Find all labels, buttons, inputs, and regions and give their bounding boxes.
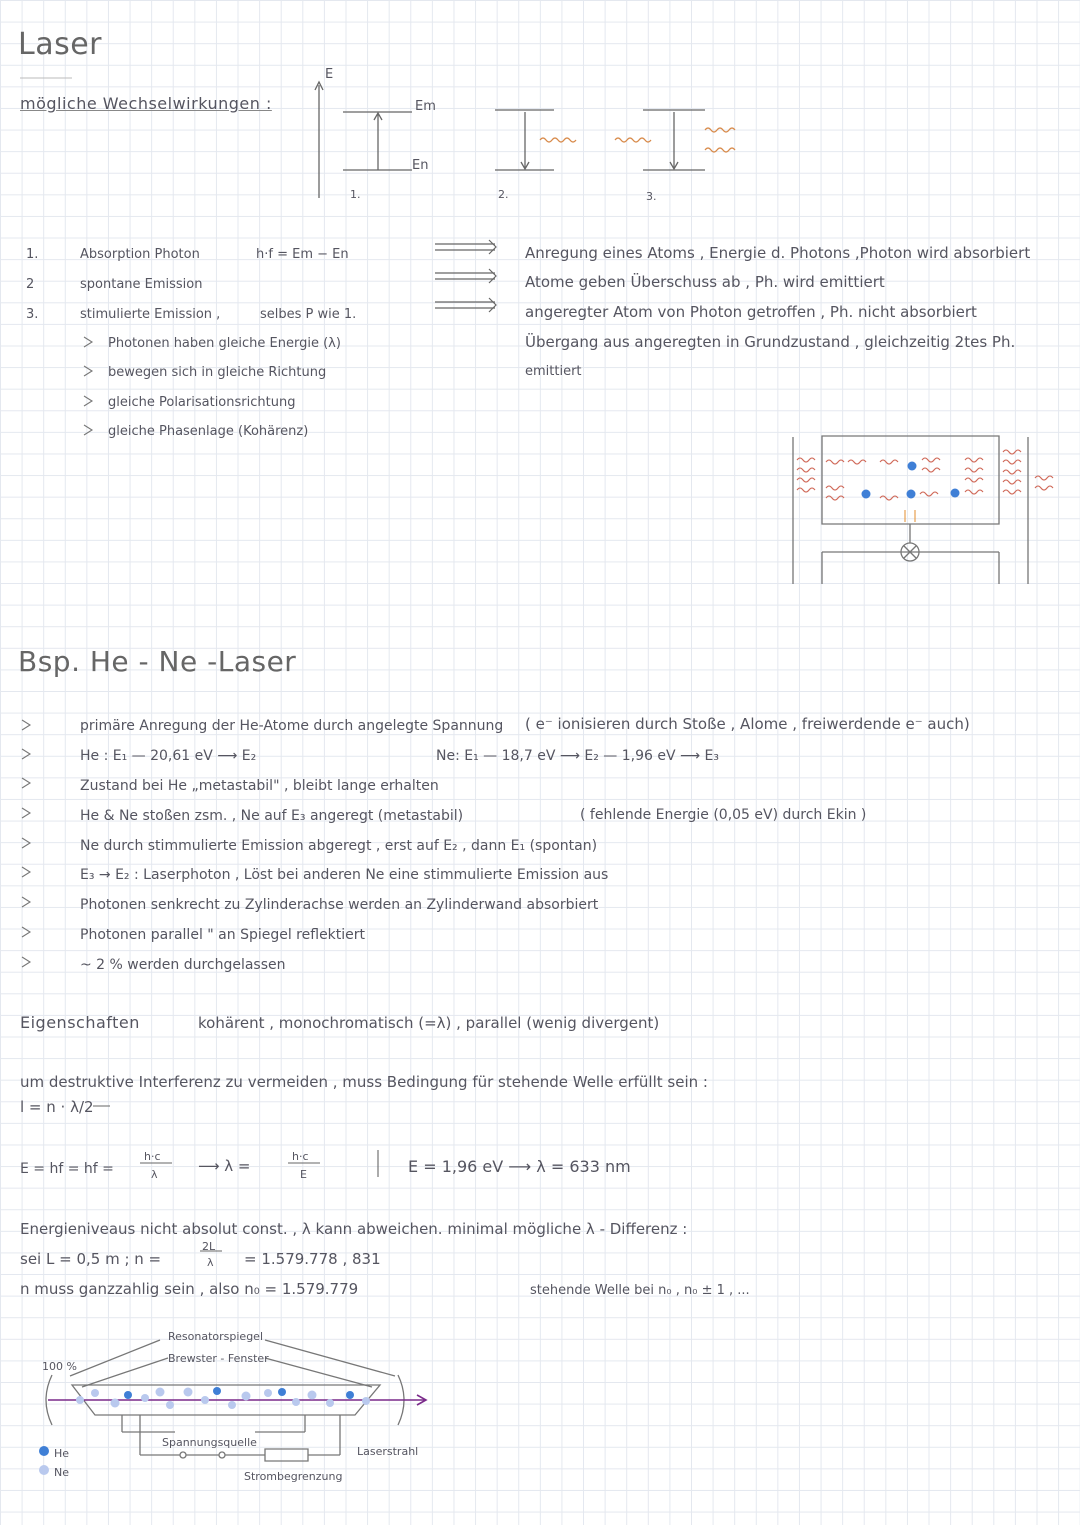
photon-property: bewegen sich in gleiche Richtung <box>108 365 327 380</box>
legend-he-label: He <box>54 1447 70 1460</box>
energy-formula-left: E = hf = hf = <box>20 1161 114 1177</box>
neon-levels-note: Ne: E₁ — 18,7 eV ⟶ E₂ — 1,96 eV ⟶ E₃ <box>436 748 719 764</box>
implies-arrows <box>435 240 496 312</box>
case-label-1: 1. <box>350 188 361 201</box>
calc-line-value: = 1.579.778 , 831 <box>244 1250 381 1268</box>
ionize-note: ( e⁻ ionisieren durch Stoße , Alome , freiwerdende e⁻ auch) <box>525 715 970 733</box>
laser-point: Photonen parallel " an Spiegel reflektiert <box>80 927 366 943</box>
legend-ne-label: Ne <box>54 1466 69 1479</box>
list-item-formula: h·f = Em − En <box>256 247 349 262</box>
voltage-source-label: Spannungsquelle <box>162 1436 257 1449</box>
laser-point: E₃ → E₂ : Laserphoton , Löst bei anderen Ne eine stimmulierte Emission aus <box>80 867 609 883</box>
level-em-label: Em <box>415 99 436 114</box>
right-continuation-line: Übergang aus angeregten in Grundzustand , gleichzeitig 2tes Ph. <box>525 333 1016 351</box>
list-item-number: 3. <box>26 307 39 322</box>
list-item-number: 2 <box>26 277 35 292</box>
laser-point: He & Ne stoßen zsm. , Ne auf E₃ angeregt (metastabil) <box>80 808 464 824</box>
resonator-atoms <box>76 1387 370 1409</box>
wavelength-result: E = 1,96 eV ⟶ λ = 633 nm <box>408 1157 631 1176</box>
interactions-label: mögliche Wechselwirkungen : <box>20 94 272 113</box>
energy-axis-label: E <box>325 67 334 82</box>
fraction-numerator: h·c <box>292 1150 309 1163</box>
photon-wave-icons <box>540 128 735 152</box>
standing-wave-formula: l = n · λ/2 <box>20 1098 94 1116</box>
right-continuation-line: emittiert <box>525 364 582 379</box>
standing-wave-text: um destruktive Interferenz zu vermeiden , muss Bedingung für stehende Welle erfüllt sein : <box>20 1073 708 1091</box>
laser-point: Photonen senkrecht zu Zylinderachse werden an Zylinderwand absorbiert <box>80 897 599 913</box>
laser-point: He : E₁ — 20,61 eV ⟶ E₂ <box>80 748 257 764</box>
list-item-left: spontane Emission <box>80 277 203 292</box>
photon-property: gleiche Phasenlage (Kohärenz) <box>108 424 309 439</box>
current-limiter-label: Strombegrenzung <box>244 1470 343 1483</box>
fraction-numerator: h·c <box>144 1150 161 1163</box>
case-label-2: 2. <box>498 188 509 201</box>
legend-markers <box>39 1446 49 1475</box>
resonator-mirror-label: Resonatorspiegel <box>168 1330 263 1343</box>
example-title: Bsp. He - Ne -Laser <box>18 645 297 678</box>
laser-point: primäre Anregung der He-Atome durch angelegte Spannung <box>80 718 504 734</box>
level-en-label: En <box>412 158 429 173</box>
photon-property: gleiche Polarisationsrichtung <box>108 395 296 410</box>
lambda-equals: ⟶ λ = <box>198 1157 251 1175</box>
page-title: Laser <box>18 27 103 62</box>
photon-property: Photonen haben gleiche Energie (λ) <box>108 336 341 351</box>
missing-energy-note: ( fehlende Energie (0,05 eV) durch Ekin ) <box>580 807 867 823</box>
case-label-3: 3. <box>646 190 657 203</box>
list-item-left: stimulierte Emission , <box>80 307 221 322</box>
energy-level-diagram <box>315 82 705 198</box>
list-item-left: Absorption Photon <box>80 247 200 262</box>
energy-levels-text: Energieniveaus nicht absolut const. , λ kann abweichen. minimal mögliche λ - Differenz : <box>20 1220 688 1238</box>
laser-point: Zustand bei He „metastabil" , bleibt lange erhalten <box>80 778 439 794</box>
tube-atoms <box>862 462 960 499</box>
properties-text: kohärent , monochromatisch (=λ) , parallel (wenig divergent) <box>198 1014 660 1032</box>
brewster-window-label: Brewster - Fenster <box>168 1352 269 1365</box>
laser-beam-label: Laserstrahl <box>357 1445 419 1458</box>
list-item-number: 1. <box>26 247 39 262</box>
electrode-arrows <box>905 510 915 522</box>
properties-label: Eigenschaften <box>20 1013 140 1032</box>
discharge-tube-sketch <box>793 436 1028 584</box>
list-item-right: Anregung eines Atoms , Energie d. Photons ,Photon wird absorbiert <box>525 244 1031 262</box>
reflection-100-label: 100 % <box>42 1360 77 1373</box>
list-item-right: angeregter Atom von Photon getroffen , Ph. nicht absorbiert <box>525 303 977 321</box>
tube-photon-waves <box>797 450 1053 500</box>
fraction-numerator: 2L <box>202 1240 216 1253</box>
standing-wave-note: stehende Welle bei n₀ , n₀ ± 1 , ... <box>530 1283 750 1298</box>
fraction-denominator: E <box>300 1168 307 1181</box>
calc-line-prefix: sei L = 0,5 m ; n = <box>20 1250 162 1268</box>
fraction-denominator: λ <box>151 1168 158 1181</box>
fraction-denominator: λ <box>207 1256 214 1269</box>
list-item-right: Atome geben Überschuss ab , Ph. wird emittiert <box>525 273 885 291</box>
laser-point: ~ 2 % werden durchgelassen <box>80 957 286 973</box>
integer-line: n muss ganzzahlig sein , also n₀ = 1.579.779 <box>20 1280 359 1298</box>
laser-point: Ne durch stimmulierte Emission abgeregt , erst auf E₂ , dann E₁ (spontan) <box>80 838 598 854</box>
list-item-formula: selbes P wie 1. <box>260 307 357 322</box>
